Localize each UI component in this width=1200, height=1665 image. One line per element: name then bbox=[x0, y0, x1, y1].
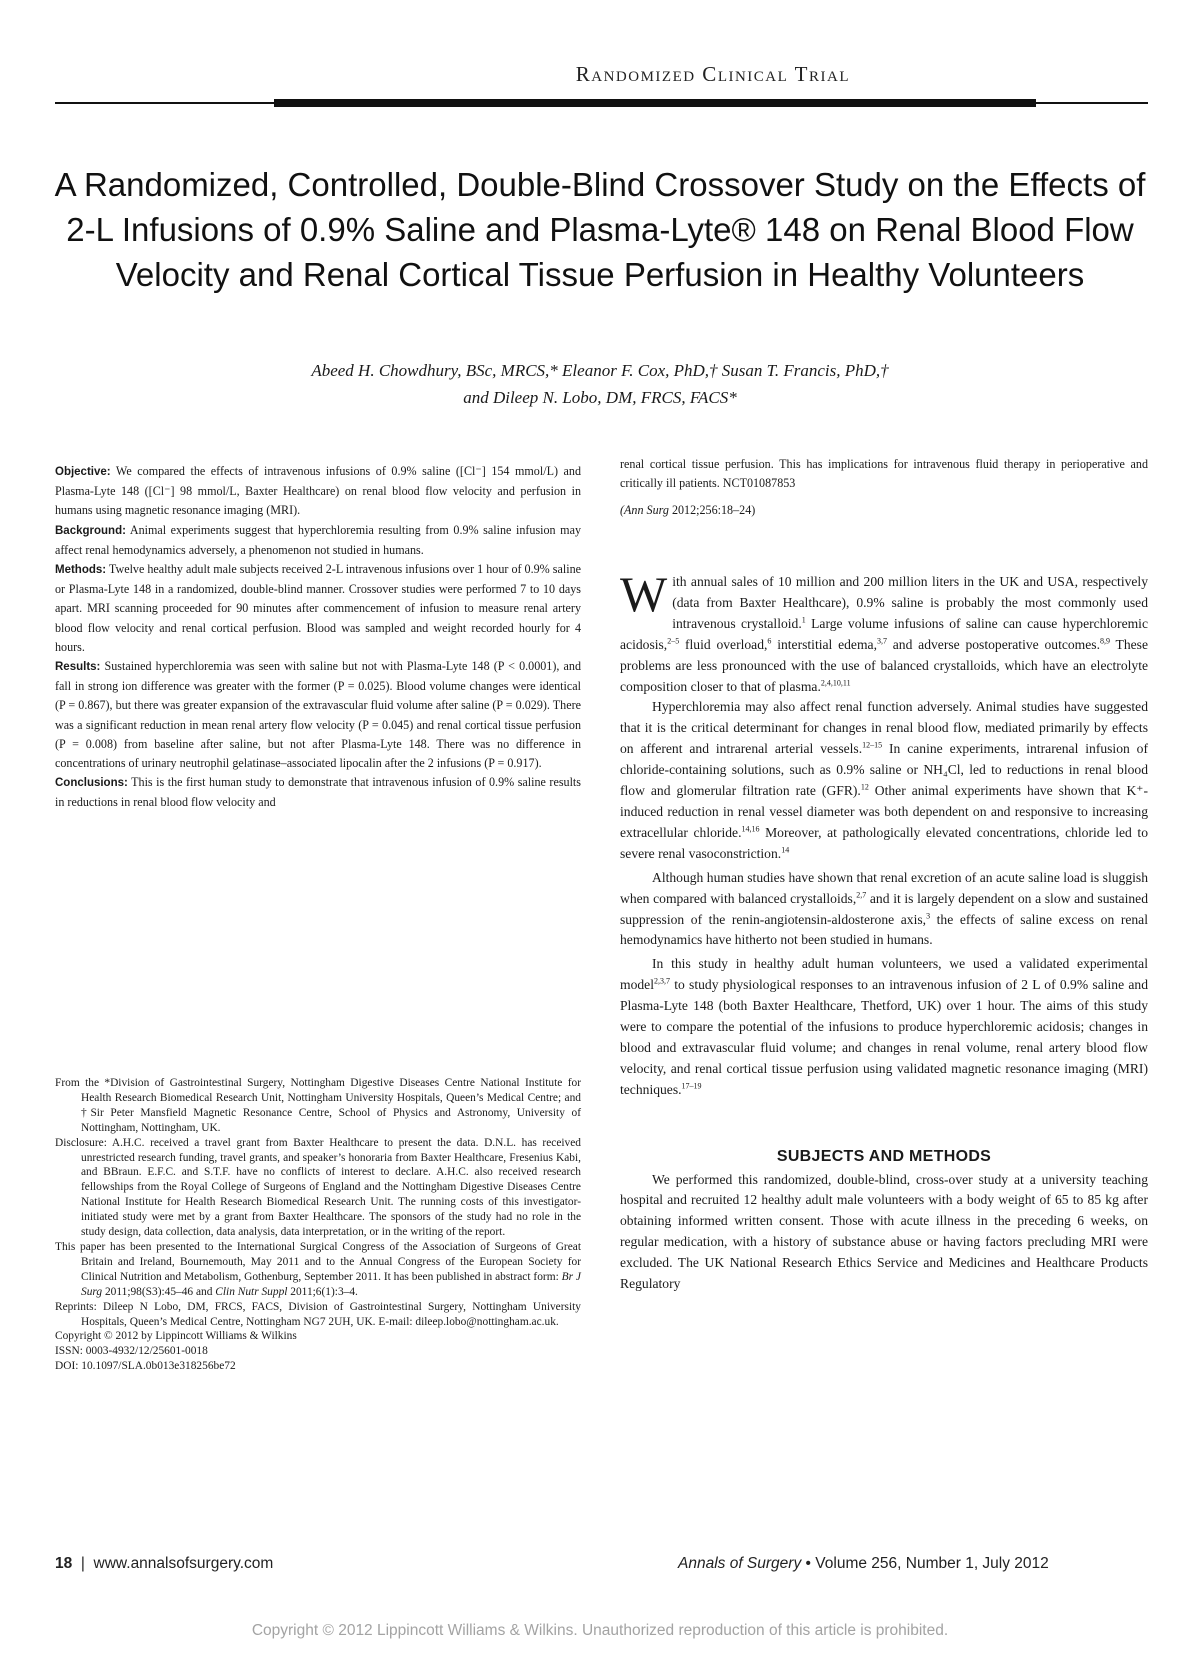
footer-separator: | bbox=[80, 1555, 85, 1572]
p1-ref-6: 2,4,10,11 bbox=[820, 678, 851, 687]
section-label: Randomized Clinical Trial bbox=[575, 62, 850, 86]
presentation-text-c: 2011;6(1):3–4. bbox=[287, 1285, 358, 1298]
background-label: Background: bbox=[55, 524, 126, 537]
footer-right bbox=[678, 1555, 1049, 1573]
body-paragraph-2 bbox=[620, 697, 1148, 864]
objective-label: Objective: bbox=[55, 466, 111, 478]
issn-note: ISSN: 0003-4932/12/25601-0018 bbox=[55, 1345, 208, 1358]
p2-ref-4: 14 bbox=[781, 845, 790, 855]
copyright-note: Copyright © 2012 by Lippincott Williams & Wilkins bbox=[55, 1330, 297, 1343]
citation-journal: (Ann Surg bbox=[620, 503, 669, 518]
background-text: Animal experiments suggest that hyperchloremia resulting from 0.9% saline infusion may affect renal hemodynamics adversely, a phenomenon not studied in humans. bbox=[55, 522, 581, 557]
abstract-conclusions bbox=[55, 773, 581, 812]
abstract-objective bbox=[55, 462, 581, 521]
issue-info: Volume 256, Number 1, July 2012 bbox=[815, 1555, 1049, 1572]
abstract-methods bbox=[55, 560, 581, 657]
p3-text-c: the effects of saline excess on renal hemodynamics have hitherto not been studied in humans. bbox=[620, 911, 1148, 948]
p1-text-e: and adverse postoperative outcomes. bbox=[886, 636, 1100, 652]
abstract bbox=[55, 462, 581, 813]
p1-ref-1: 1 bbox=[801, 615, 806, 625]
section-heading: SUBJECTS AND METHODS bbox=[776, 1147, 992, 1165]
abstract-results bbox=[55, 657, 581, 773]
presentation-text-a: This paper has been presented to the International Surgical Congress of the Association of Surgeons of Great Britain and Ireland, Bournemouth, May 2011 and to the Annual Congress of the European Society for Clinical Nutrition and Metabolism, Gothenburg, September 2011. It has been published in abstract form: bbox=[55, 1240, 581, 1283]
p2-ref-1: 12–15 bbox=[862, 740, 883, 750]
p1-ref-4: 3,7 bbox=[876, 636, 887, 646]
p4-ref-1: 2,3,7 bbox=[653, 976, 670, 986]
p1-text-c: fluid overload, bbox=[679, 636, 768, 652]
footer-left bbox=[55, 1555, 273, 1573]
reprints-note: Reprints: Dileep N Lobo, DM, FRCS, FACS, Division of Gastrointestinal Surgery, Nottingham University Hospitals, Queen’s Medical Centre, Nottingham NG7 2UH, UK. E-mail: dileep.lobo@nottingham.ac.uk. bbox=[55, 1300, 581, 1328]
drop-cap: W bbox=[620, 566, 668, 622]
p1-text-d: interstitial edema, bbox=[771, 636, 877, 652]
affiliation-note: From the *Division of Gastrointestinal Surgery, Nottingham Digestive Diseases Centre National Institute for Health Research Biomedical Research Unit, Nottingham University Hospitals, Queen’s Medical Centre; and †Sir Peter Mansfield Magnetic Resonance Centre, School of Physics and Astronomy, University of Nottingham, Nottingham, UK. bbox=[55, 1077, 581, 1134]
body-paragraph-5: We performed this randomized, double-blind, cross-over study at a university teaching hospital and recruited 12 healthy adult male volunteers with a body weight of 65 to 85 kg after obtaining informed written consent. Those with acute illness in the preceding 6 weeks, on regular medication, with a history of substance abuse or having factors precluding MRI were excluded. The UK National Research Ethics Service and Medicines and Healthcare Products Regulatory bbox=[620, 1171, 1148, 1292]
p1-text-f: These problems are less pronounced with the use of balanced crystalloids, which have an electrolyte composition closer to that of plasma. bbox=[620, 636, 1148, 694]
p2-text-d: Moreover, at pathologically elevated concentrations, chloride led to severe renal vasoconstriction. bbox=[620, 824, 1148, 861]
page-number: 18 bbox=[55, 1555, 73, 1572]
p4-ref-2: 17–19 bbox=[681, 1081, 702, 1091]
body-text bbox=[620, 566, 1149, 1295]
website-link[interactable]: www.annalsofsurgery.com bbox=[93, 1555, 274, 1572]
abstract-continuation bbox=[620, 455, 1148, 521]
presentation-note bbox=[55, 1240, 581, 1300]
footer-bullet: • bbox=[805, 1555, 811, 1572]
p1-text-b: Large volume infusions of saline can cause hyperchloremic acidosis, bbox=[620, 615, 1148, 652]
copyright-notice: Copyright © 2012 Lippincott Williams & Wilkins. Unauthorized reproduction of this article is prohibited. bbox=[251, 1622, 949, 1639]
p1-ref-5: 8,9 bbox=[1099, 636, 1110, 646]
p2-text-b: In canine experiments, intrarenal infusion of chloride-containing solutions, such as 0.9% saline or NH₄Cl, led to reductions in renal blood flow and glomerular filtration rate (GFR). bbox=[620, 741, 1149, 799]
p3-text-b: and it is largely dependent on a slow and sustained suppression of the renin-angiotensin-aldosterone axis, bbox=[620, 890, 1148, 927]
article-title: A Randomized, Controlled, Double-Blind Crossover Study on the Effects of 2-L Infusions of 0.9% Saline and Plasma-Lyte® 148 on Renal Blood Flow Velocity and Renal Cortical Tissue Perfusion in Healthy Volunteers bbox=[54, 166, 1146, 293]
citation bbox=[620, 501, 1148, 520]
results-label: Results: bbox=[55, 661, 101, 674]
authors-line-1: Abeed H. Chowdhury, BSc, MRCS,* Eleanor F. Cox, PhD,† Susan T. Francis, PhD,† bbox=[311, 361, 889, 380]
presentation-text-b: 2011;98(S3):45–46 and bbox=[102, 1285, 216, 1298]
p3-text-a: Although human studies have shown that renal excretion of an acute saline load is sluggish when compared with balanced crystalloids, bbox=[620, 869, 1148, 906]
authors-line-2: and Dileep N. Lobo, DM, FRCS, FACS* bbox=[463, 388, 737, 407]
p4-text-a: In this study in healthy adult human volunteers, we used a validated experimental model bbox=[620, 956, 1148, 993]
p2-ref-3: 14,16 bbox=[741, 824, 760, 834]
presentation-journal-1: Br J Surg bbox=[81, 1270, 581, 1298]
p1-text-a: ith annual sales of 10 million and 200 million liters in the UK and USA, respectively (data from Baxter Healthcare), 0.9% saline is probably the most commonly used intravenous crystalloid. bbox=[672, 574, 1148, 631]
body-paragraph-1 bbox=[620, 566, 1148, 697]
body-paragraph-3 bbox=[620, 868, 1148, 952]
footnotes bbox=[55, 1076, 581, 1374]
p3-ref-2: 3 bbox=[926, 910, 931, 920]
p2-ref-2: 12 bbox=[860, 782, 869, 792]
methods-label: Methods: bbox=[55, 564, 107, 577]
p2-text-a: Hyperchloremia may also affect renal function adversely. Animal studies have suggested that it is the critical determinant for changes in renal blood flow, mediated primarily by effects on afferent and intrarenal arterial vessels. bbox=[620, 699, 1148, 757]
header-rule-thick bbox=[274, 99, 1036, 107]
author-list bbox=[100, 357, 1100, 411]
results-text: Sustained hyperchloremia was seen with saline but not with Plasma-Lyte 148 (P < 0.0001), and fall in strong ion difference was greater with the former (P = 0.025). Blood volume changes were identical (P = 0.867), but there was greater expansion of the extravascular fluid volume after saline (P = 0.029). There was a significant reduction in mean renal artery flow velocity (P = 0.045) and renal cortical tissue perfusion (P = 0.008) from baseline after saline, but not after Plasma-Lyte 148. There was no difference in concentrations of urinary neutrophil gelatinase–associated lipocalin after the 2 infusions (P = 0.917). bbox=[55, 659, 581, 771]
abstract-background bbox=[55, 521, 581, 560]
conclusions-text: This is the first human study to demonstrate that intravenous infusion of 0.9% saline results in reductions in renal blood flow velocity and bbox=[55, 775, 581, 810]
p1-ref-2: 2–5 bbox=[667, 636, 680, 646]
p2-text-c: Other animal experiments have shown that K⁺-induced reduction in renal vessel diameter was both dependent on and responsive to increasing extracellular chloride. bbox=[620, 783, 1148, 840]
doi-note: DOI: 10.1097/SLA.0b013e318256be72 bbox=[55, 1360, 236, 1373]
body-paragraph-4 bbox=[620, 954, 1148, 1100]
citation-rest: 2012;256:18–24) bbox=[668, 503, 756, 518]
methods-text: Twelve healthy adult male subjects received 2-L intravenous infusions over 1 hour of 0.9% saline or Plasma-Lyte 148 in a randomized, double-blind manner. Crossover studies were performed 7 to 10 days apart. MRI scanning proceeded for 90 minutes after commencement of infusion to measure renal artery blood flow velocity and renal cortical perfusion. Blood was sampled and weight recorded hourly for 4 hours. bbox=[55, 562, 581, 654]
disclosure-note: Disclosure: A.H.C. received a travel grant from Baxter Healthcare to present the data. D.N.L. has received unrestricted research funding, travel grants, and speaker’s honoraria from Baxter Healthcare, Fresenius Kabi, and BBraun. E.F.C. and S.T.F. have no conflicts of interest to declare. A.H.C. also received research fellowships from the Royal College of Surgeons of England and the Nottingham Digestive Diseases Centre National Institute for Health Research Biomedical Research Unit. The running costs of this investigator-initiated study were met by a grant from Baxter Healthcare. The sponsors of the study had no role in the study design, data collection, data analysis, data interpretation, or in the writing of the report. bbox=[55, 1136, 581, 1239]
p1-ref-3: 6 bbox=[767, 636, 772, 646]
conclusions-continued: renal cortical tissue perfusion. This has implications for intravenous fluid therapy in perioperative and critically ill patients. NCT01087853 bbox=[620, 457, 1148, 491]
journal-name: Annals of Surgery bbox=[678, 1555, 802, 1572]
presentation-journal-2: Clin Nutr Suppl bbox=[215, 1285, 288, 1298]
p4-text-b: to study physiological responses to an intravenous infusion of 2 L of 0.9% saline and Plasma-Lyte 148 (both Baxter Healthcare, Thetford, UK) over 1 hour. The aims of this study were to compare the potential of the infusions to produce hyperchloremic acidosis; changes in blood and extravascular fluid volume; and changes in renal volume, renal artery blood flow velocity, and renal cortical tissue perfusion using validated magnetic resonance imaging (MRI) techniques. bbox=[620, 977, 1148, 1097]
p3-ref-1: 2,7 bbox=[856, 890, 867, 900]
objective-text: We compared the effects of intravenous infusions of 0.9% saline ([Cl⁻] 154 mmol/L) and Plasma-Lyte 148 ([Cl⁻] 98 mmol/L, Baxter Healthcare) on renal blood flow velocity and perfusion in humans using magnetic resonance imaging (MRI). bbox=[55, 464, 581, 518]
conclusions-label: Conclusions: bbox=[55, 777, 128, 790]
